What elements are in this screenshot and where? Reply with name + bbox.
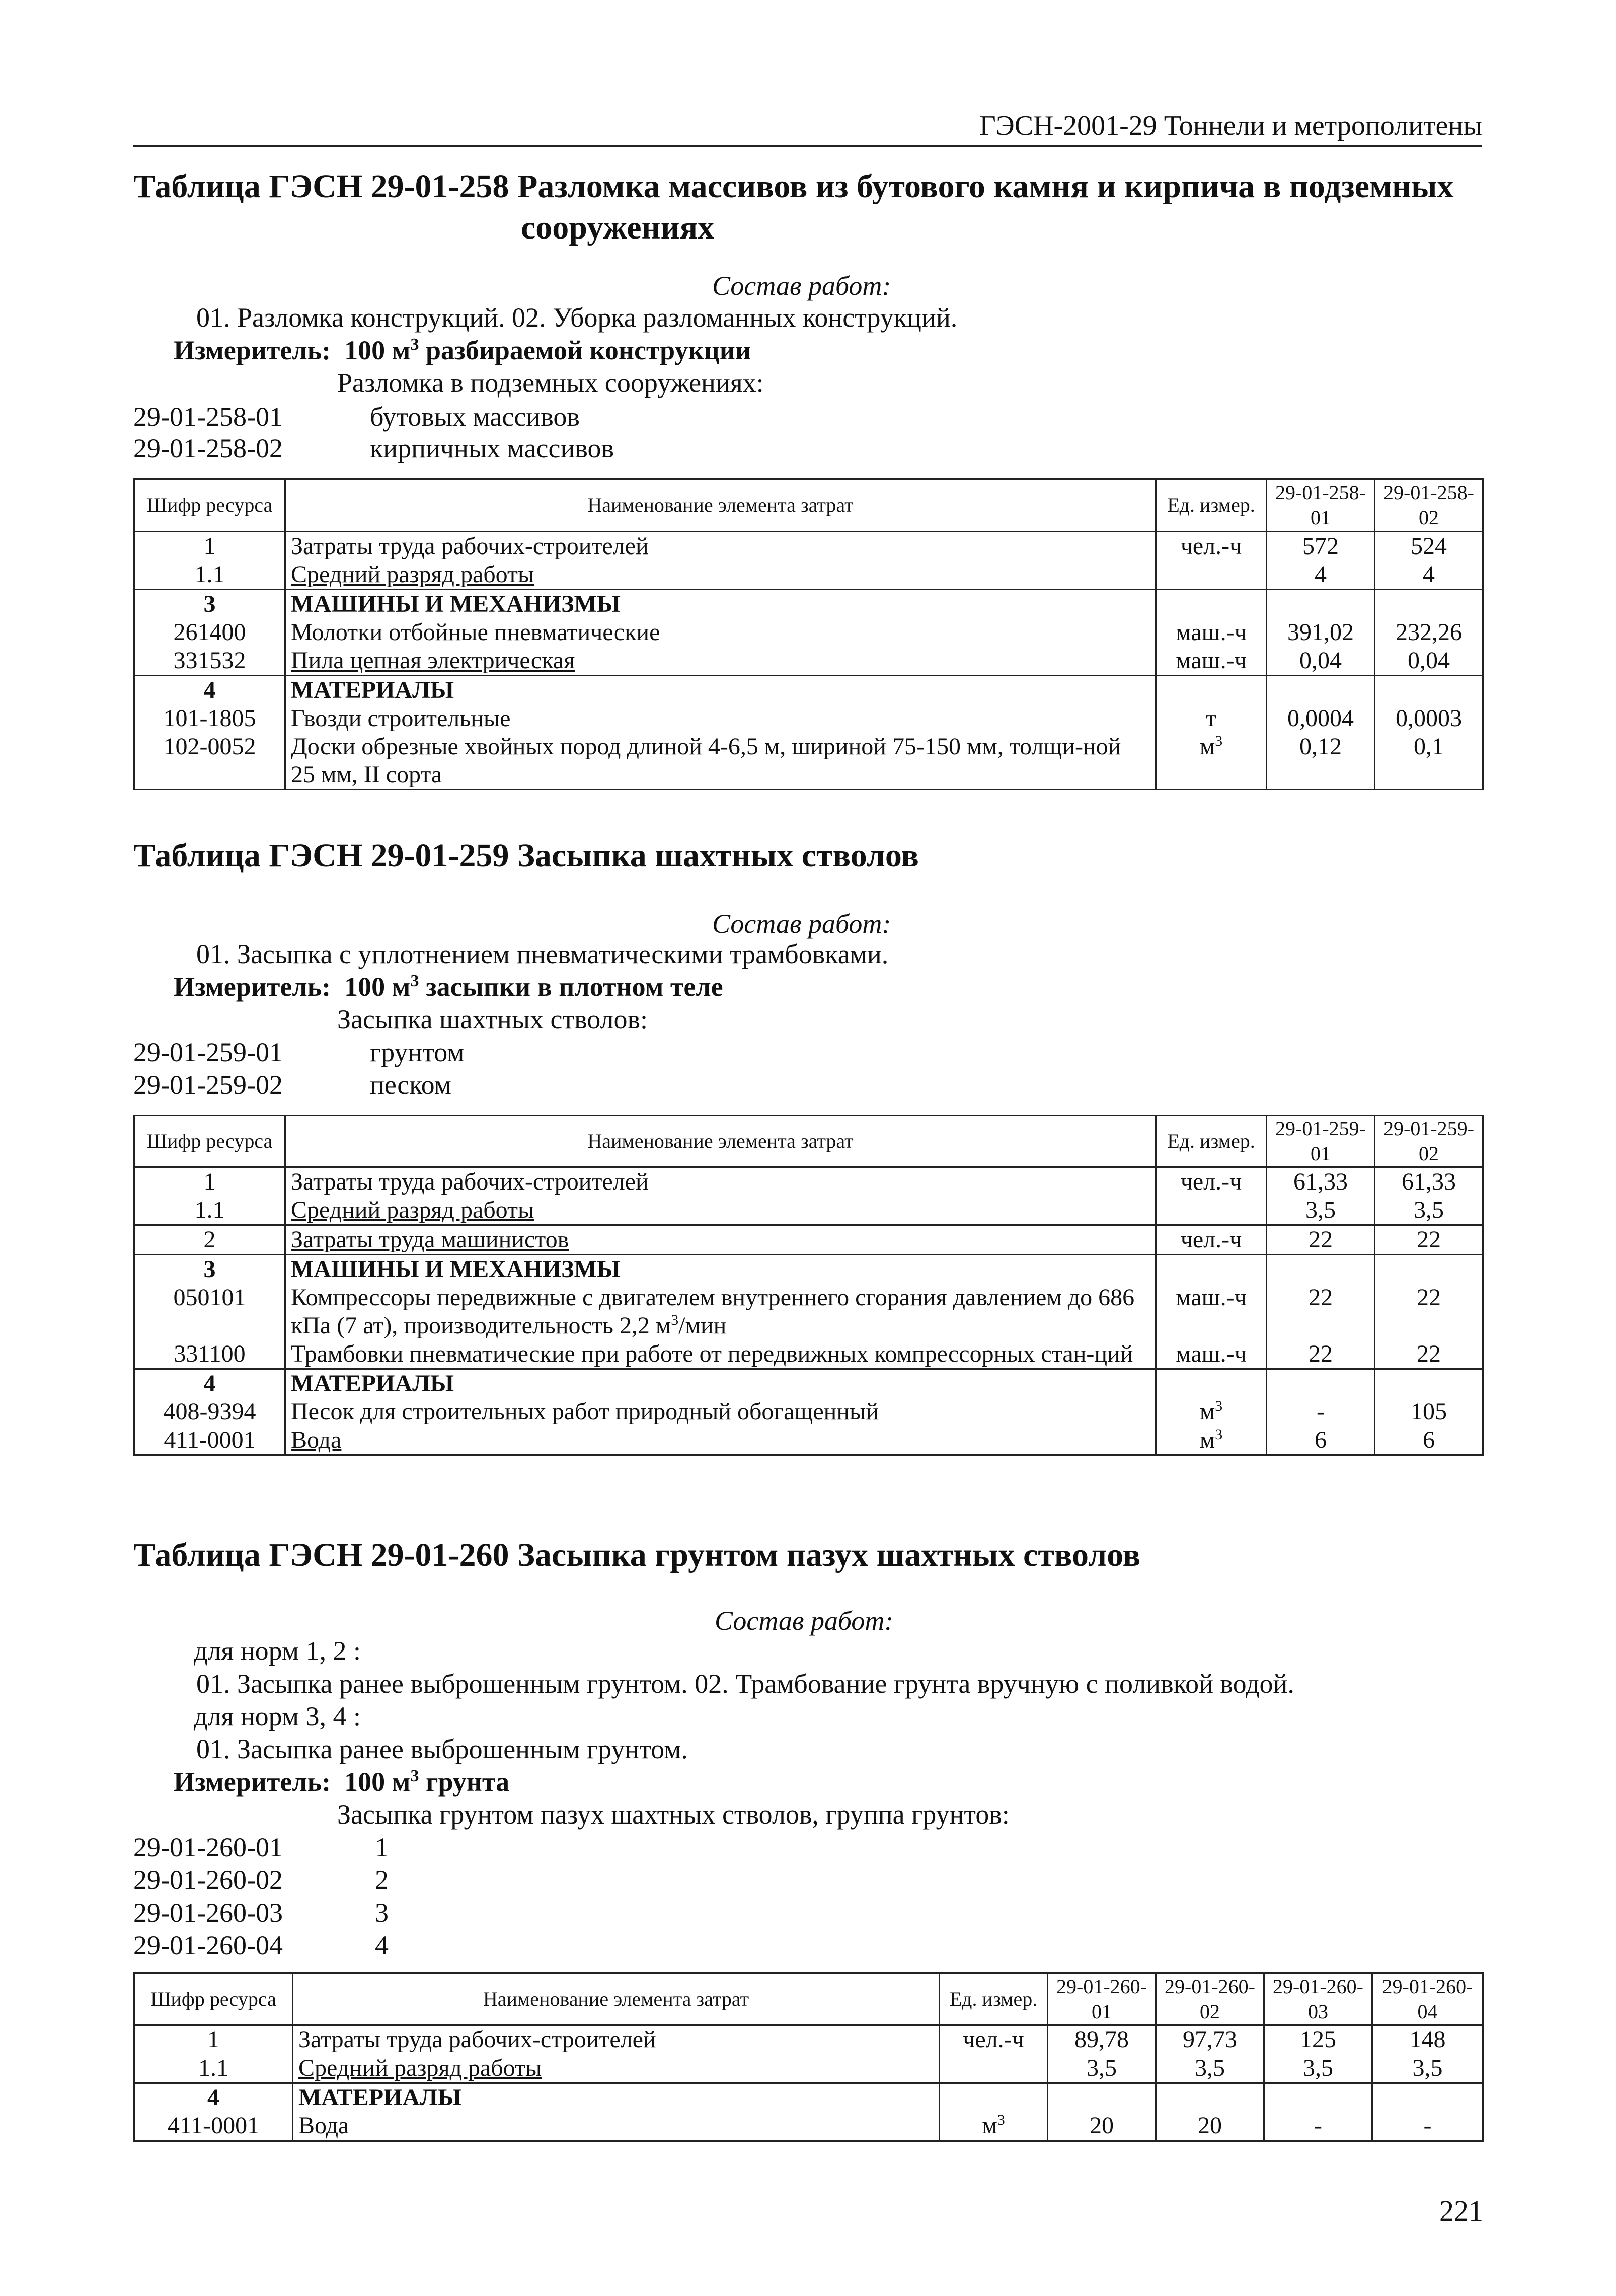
cell-value xyxy=(1156,2083,1264,2112)
norm-desc: 3 xyxy=(375,1897,389,1928)
cell-value: 3,5 xyxy=(1267,1196,1375,1225)
norm-code: 29-01-258-02 xyxy=(133,433,283,463)
cell-value: 105 xyxy=(1375,1398,1483,1426)
work-line: 01. Засыпка ранее выброшенным грунтом. xyxy=(196,1734,688,1764)
cell-code: 1 xyxy=(134,1167,285,1197)
cell-value xyxy=(1375,590,1483,619)
cell-name: Затраты труда рабочих-строителей xyxy=(285,1167,1156,1197)
header-cell: 29-01-259-01 xyxy=(1267,1116,1375,1167)
subheading: Засыпка грунтом пазух шахтных стволов, группа грунтов: xyxy=(337,1799,1010,1830)
norm-desc: 4 xyxy=(375,1930,389,1960)
measure-value: 100 м xyxy=(344,1767,411,1797)
cell-value: 3,5 xyxy=(1264,2054,1372,2083)
cell-code: 2 xyxy=(134,1225,285,1255)
cell-code: 1 xyxy=(134,2025,293,2054)
cell-value: 20 xyxy=(1156,2112,1264,2141)
resource-table xyxy=(133,1115,1484,1456)
cell-value: 524 xyxy=(1375,532,1483,561)
cell-value: 3,5 xyxy=(1156,2054,1264,2083)
table-header-row xyxy=(134,1973,1483,2025)
work-line: 01. Разломка конструкций. 02. Уборка разломанных конструкций. xyxy=(196,302,958,333)
cell-unit: маш.-ч xyxy=(1156,618,1267,647)
header-cell: Наименование элемента затрат xyxy=(285,1116,1156,1167)
cell-unit xyxy=(940,2054,1048,2083)
table-row xyxy=(134,1167,1483,1197)
cell-name: Вода xyxy=(285,1426,1156,1455)
work-line: 01. Засыпка ранее выброшенным грунтом. 02. Трамбование грунта вручную с поливкой водой. xyxy=(196,1669,1294,1699)
composition-label: Состав работ: xyxy=(715,1606,894,1636)
table-row xyxy=(134,1284,1483,1340)
cell-value: 0,0004 xyxy=(1267,704,1375,733)
measure-line xyxy=(174,1766,509,1797)
cell-value: 4 xyxy=(1375,561,1483,590)
cell-value: 22 xyxy=(1267,1225,1375,1255)
table-row xyxy=(134,676,1483,705)
section-title xyxy=(133,166,1492,249)
cell-name: Средний разряд работы xyxy=(293,2054,940,2083)
cell-name: Компрессоры передвижные с двигателем внутреннего сгорания давлением до 686 кПа (7 ат), производительность 2,2 $м^3$/мин xyxy=(285,1284,1156,1340)
cell-value: 61,33 xyxy=(1267,1167,1375,1197)
header-cell: Ед. измер. xyxy=(1156,479,1267,532)
header-cell: Шифр ресурса xyxy=(134,479,285,532)
cell-code: 411-0001 xyxy=(134,2112,293,2141)
cell-name: Песок для строительных работ природный обогащенный xyxy=(285,1398,1156,1426)
norm-desc: песком xyxy=(370,1070,451,1100)
norm-desc: кирпичных массивов xyxy=(370,433,614,463)
measure-label: Измеритель: xyxy=(174,972,331,1002)
work-line: для норм 1, 2 : xyxy=(194,1636,361,1666)
table-row xyxy=(134,2025,1483,2054)
cell-code: 1.1 xyxy=(134,2054,293,2083)
cell-unit: $м^3$ xyxy=(1156,1426,1267,1455)
norm-code: 29-01-260-03 xyxy=(133,1897,283,1928)
measure-line xyxy=(174,335,751,366)
cell-name: МАТЕРИАЛЫ xyxy=(285,676,1156,705)
cell-value: 3,5 xyxy=(1372,2054,1483,2083)
measure-value: 100 м xyxy=(344,972,411,1002)
cell-name: Молотки отбойные пневматические xyxy=(285,618,1156,647)
cell-value xyxy=(1267,676,1375,705)
cell-code: 331100 xyxy=(134,1340,285,1369)
cell-code: 3 xyxy=(134,1255,285,1284)
norm-code: 29-01-259-01 xyxy=(133,1037,283,1067)
header-cell: Наименование элемента затрат xyxy=(285,479,1156,532)
header-cell: Ед. измер. xyxy=(1156,1116,1267,1167)
cell-unit: $м^3$ xyxy=(1156,733,1267,790)
cell-value xyxy=(1264,2083,1372,2112)
cell-name: Трамбовки пневматические при работе от передвижных компрессорных стан-ций xyxy=(285,1340,1156,1369)
table-row xyxy=(134,618,1483,647)
cell-value xyxy=(1267,590,1375,619)
composition-label: Состав работ: xyxy=(712,271,891,301)
measure-sup: 3 xyxy=(410,335,419,354)
cell-unit: чел.-ч xyxy=(940,2025,1048,2054)
cell-unit: маш.-ч xyxy=(1156,647,1267,676)
norm-desc: 1 xyxy=(375,1832,389,1862)
norm-desc: бутовых массивов xyxy=(370,402,580,432)
table-header-row xyxy=(134,479,1483,532)
section-title-line2: сооружениях xyxy=(521,209,715,246)
header-cell: 29-01-260-01 xyxy=(1048,1973,1156,2025)
measure-value: 100 м xyxy=(344,335,411,365)
section-title-line1: Таблица ГЭСН 29-01-259 Засыпка шахтных стволов xyxy=(133,837,919,874)
subheading: Разломка в подземных сооружениях: xyxy=(337,368,764,398)
cell-name: Затраты труда машинистов xyxy=(285,1225,1156,1255)
table-row xyxy=(134,1255,1483,1284)
section-title xyxy=(133,835,1492,877)
section-title-line1: Таблица ГЭСН 29-01-258 Разломка массивов из бутового камня и кирпича в подземных xyxy=(133,168,1454,205)
header-cell: Наименование элемента затрат xyxy=(293,1973,940,2025)
cell-value xyxy=(1372,2083,1483,2112)
table-row xyxy=(134,1196,1483,1225)
measure-sup: 3 xyxy=(410,972,419,990)
cell-code: 4 xyxy=(134,2083,293,2112)
cell-value: 6 xyxy=(1267,1426,1375,1455)
cell-value: 22 xyxy=(1375,1284,1483,1340)
measure-label: Измеритель: xyxy=(174,1767,331,1797)
cell-unit xyxy=(1156,590,1267,619)
resource-table xyxy=(133,478,1484,790)
cell-name: Гвозди строительные xyxy=(285,704,1156,733)
measure-rest: засыпки в плотном теле xyxy=(419,972,723,1002)
cell-code: 261400 xyxy=(134,618,285,647)
norm-code: 29-01-260-02 xyxy=(133,1865,283,1895)
cell-value: 391,02 xyxy=(1267,618,1375,647)
cell-code: 3 xyxy=(134,590,285,619)
table-row xyxy=(134,2083,1483,2112)
cell-value: 148 xyxy=(1372,2025,1483,2054)
cell-unit xyxy=(1156,1196,1267,1225)
measure-rest: грунта xyxy=(419,1767,510,1797)
cell-code: 102-0052 xyxy=(134,733,285,790)
cell-value: 0,04 xyxy=(1375,647,1483,676)
cell-code: 4 xyxy=(134,1369,285,1398)
table-row xyxy=(134,2054,1483,2083)
cell-value: 6 xyxy=(1375,1426,1483,1455)
table-row xyxy=(134,561,1483,590)
cell-unit xyxy=(940,2083,1048,2112)
cell-value: 22 xyxy=(1375,1225,1483,1255)
cell-unit: $м^3$ xyxy=(1156,1398,1267,1426)
cell-unit: $м^3$ xyxy=(940,2112,1048,2141)
cell-value: 22 xyxy=(1267,1340,1375,1369)
cell-unit xyxy=(1156,676,1267,705)
cell-value xyxy=(1375,1255,1483,1284)
cell-name: МАШИНЫ И МЕХАНИЗМЫ xyxy=(285,590,1156,619)
cell-unit: маш.-ч xyxy=(1156,1284,1267,1340)
measure-line xyxy=(174,971,723,1002)
table-row xyxy=(134,704,1483,733)
norm-desc: грунтом xyxy=(370,1037,465,1067)
cell-name: Вода xyxy=(293,2112,940,2141)
table-row xyxy=(134,532,1483,561)
cell-code: 1.1 xyxy=(134,1196,285,1225)
work-line: для норм 3, 4 : xyxy=(194,1701,361,1731)
cell-value: 97,73 xyxy=(1156,2025,1264,2054)
cell-value: 0,1 xyxy=(1375,733,1483,790)
table-row xyxy=(134,1398,1483,1426)
cell-value: - xyxy=(1372,2112,1483,2141)
cell-unit: чел.-ч xyxy=(1156,1225,1267,1255)
cell-value: - xyxy=(1264,2112,1372,2141)
section-title xyxy=(133,1535,1492,1576)
table-row xyxy=(134,1340,1483,1369)
cell-value: 125 xyxy=(1264,2025,1372,2054)
cell-value: 572 xyxy=(1267,532,1375,561)
norm-code: 29-01-260-01 xyxy=(133,1832,283,1862)
table-row xyxy=(134,1225,1483,1255)
cell-value xyxy=(1048,2083,1156,2112)
cell-code: 050101 xyxy=(134,1284,285,1340)
header-cell: Шифр ресурса xyxy=(134,1973,293,2025)
cell-value: 22 xyxy=(1267,1284,1375,1340)
cell-unit: т xyxy=(1156,704,1267,733)
cell-value: 3,5 xyxy=(1048,2054,1156,2083)
header-cell: 29-01-258-01 xyxy=(1267,479,1375,532)
cell-value: 0,0003 xyxy=(1375,704,1483,733)
table-row xyxy=(134,2112,1483,2141)
header-cell: 29-01-260-04 xyxy=(1372,1973,1483,2025)
table-row xyxy=(134,590,1483,619)
cell-unit xyxy=(1156,1369,1267,1398)
cell-code: 101-1805 xyxy=(134,704,285,733)
measure-rest: разбираемой конструкции xyxy=(419,335,751,365)
cell-unit: маш.-ч xyxy=(1156,1340,1267,1369)
page-number: 221 xyxy=(1439,2194,1483,2227)
cell-code: 411-0001 xyxy=(134,1426,285,1455)
header-cell: 29-01-260-02 xyxy=(1156,1973,1264,2025)
cell-code: 408-9394 xyxy=(134,1398,285,1426)
section-title-line1: Таблица ГЭСН 29-01-260 Засыпка грунтом пазух шахтных стволов xyxy=(133,1537,1141,1573)
work-line: 01. Засыпка с уплотнением пневматическими трамбовками. xyxy=(196,939,889,969)
cell-value: 20 xyxy=(1048,2112,1156,2141)
norm-code: 29-01-258-01 xyxy=(133,402,283,432)
cell-name: МАТЕРИАЛЫ xyxy=(285,1369,1156,1398)
resource-table xyxy=(133,1972,1484,2142)
table-row xyxy=(134,1426,1483,1455)
norm-code: 29-01-259-02 xyxy=(133,1070,283,1100)
header-cell: 29-01-259-02 xyxy=(1375,1116,1483,1167)
cell-value: - xyxy=(1267,1398,1375,1426)
cell-unit xyxy=(1156,1255,1267,1284)
cell-value: 4 xyxy=(1267,561,1375,590)
cell-value: 3,5 xyxy=(1375,1196,1483,1225)
measure-label: Измеритель: xyxy=(174,335,331,365)
header-cell: Ед. измер. xyxy=(940,1973,1048,2025)
table-row xyxy=(134,647,1483,676)
cell-value xyxy=(1375,1369,1483,1398)
cell-value: 89,78 xyxy=(1048,2025,1156,2054)
table-row xyxy=(134,1369,1483,1398)
cell-value: 22 xyxy=(1375,1340,1483,1369)
cell-name: МАШИНЫ И МЕХАНИЗМЫ xyxy=(285,1255,1156,1284)
measure-sup: 3 xyxy=(410,1767,419,1785)
norm-desc: 2 xyxy=(375,1865,389,1895)
cell-value: 232,26 xyxy=(1375,618,1483,647)
cell-name: Средний разряд работы xyxy=(285,561,1156,590)
cell-code: 1.1 xyxy=(134,561,285,590)
header-cell: 29-01-260-03 xyxy=(1264,1973,1372,2025)
cell-code: 4 xyxy=(134,676,285,705)
header-cell: Шифр ресурса xyxy=(134,1116,285,1167)
cell-unit: чел.-ч xyxy=(1156,1167,1267,1197)
cell-value xyxy=(1267,1369,1375,1398)
cell-value: 0,12 xyxy=(1267,733,1375,790)
cell-value: 0,04 xyxy=(1267,647,1375,676)
cell-value xyxy=(1375,676,1483,705)
table-header-row xyxy=(134,1116,1483,1167)
composition-label: Состав работ: xyxy=(712,909,891,939)
cell-value xyxy=(1267,1255,1375,1284)
header-cell: 29-01-258-02 xyxy=(1375,479,1483,532)
cell-name: Затраты труда рабочих-строителей xyxy=(293,2025,940,2054)
cell-name: Доски обрезные хвойных пород длиной 4-6,5 м, шириной 75-150 мм, толщи-ной 25 мм, II сорта xyxy=(285,733,1156,790)
cell-unit: чел.-ч xyxy=(1156,532,1267,561)
cell-name: МАТЕРИАЛЫ xyxy=(293,2083,940,2112)
table-row xyxy=(134,733,1483,790)
cell-name: Затраты труда рабочих-строителей xyxy=(285,532,1156,561)
cell-value: 61,33 xyxy=(1375,1167,1483,1197)
cell-unit xyxy=(1156,561,1267,590)
subheading: Засыпка шахтных стволов: xyxy=(337,1004,648,1035)
cell-code: 1 xyxy=(134,532,285,561)
cell-name: Пила цепная электрическая xyxy=(285,647,1156,676)
running-header: ГЭСН-2001-29 Тоннели и метрополитены xyxy=(133,108,1482,147)
cell-code: 331532 xyxy=(134,647,285,676)
cell-name: Средний разряд работы xyxy=(285,1196,1156,1225)
norm-code: 29-01-260-04 xyxy=(133,1930,283,1960)
